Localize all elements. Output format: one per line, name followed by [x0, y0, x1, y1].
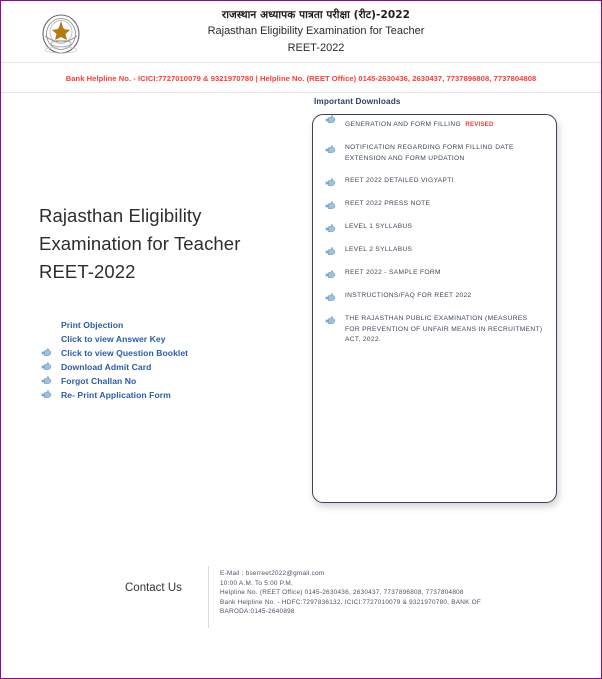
contact-email-prefix: E-Mail : [220, 570, 246, 577]
service-link-row[interactable] [39, 318, 284, 331]
download-link-press-note[interactable]: REET 2022 PRESS NOTE [345, 200, 431, 207]
service-link-row[interactable] [39, 388, 284, 401]
service-link-row[interactable] [39, 332, 284, 345]
pointing-hand-icon [323, 268, 345, 279]
download-link-instructions-faq[interactable]: INSTRUCTIONS/FAQ FOR REET 2022 [345, 292, 472, 299]
link-download-admit-card[interactable]: Download Admit Card [61, 361, 152, 372]
pointing-hand-icon [323, 314, 345, 325]
service-link-row[interactable] [39, 346, 284, 359]
pointing-hand-icon [323, 222, 345, 233]
link-view-question-booklet[interactable]: Click to view Question Booklet [61, 347, 189, 358]
header-title-block [1, 7, 601, 57]
download-link-sample-form[interactable]: REET 2022 - SAMPLE FORM [345, 269, 441, 276]
service-link-row[interactable] [39, 374, 284, 387]
title-english: Rajasthan Eligibility Examination for Teacher [207, 25, 425, 37]
pointing-hand-icon [323, 143, 345, 154]
pointing-hand-icon [39, 389, 61, 400]
title-hindi: राजस्थान अध्यापक पात्रता परीक्षा (रीट)-2022 [221, 9, 411, 21]
important-downloads-section [312, 97, 557, 503]
main-content [1, 97, 601, 567]
helpline-banner-text: Bank Helpline No. - ICICI:7727010079 & 9321970780 | Helpline No. (REET Office) 0145-2630436, 2630437, 7737896808, 7737804808 [65, 74, 537, 83]
contact-bank-helpline: Bank Helpline No. - HDFC:7297836132, ICICI:7727010079 & 9321970780, BANK OF BARODA:0145-2640898 [220, 598, 482, 615]
download-link-level-2-syllabus[interactable]: LEVEL 2 SYLLABUS [345, 246, 413, 253]
pointing-hand-icon [323, 176, 345, 187]
link-bullet-spacer [39, 319, 61, 330]
contact-email-link[interactable]: bserreet2022@gmail.com [245, 570, 325, 577]
link-bullet-spacer [39, 333, 61, 344]
pointing-hand-icon [39, 361, 61, 372]
pointing-hand-icon [39, 347, 61, 358]
site-header [1, 1, 601, 97]
important-downloads-scroll-area[interactable] [313, 114, 556, 370]
service-link-list [39, 318, 284, 401]
pointing-hand-icon [323, 114, 345, 124]
download-item[interactable] [323, 314, 544, 346]
contact-email-line [220, 569, 520, 579]
download-item[interactable] [323, 114, 544, 131]
important-downloads-panel[interactable] [312, 114, 557, 503]
download-item-text-wrap [345, 114, 494, 131]
important-downloads-title: Important Downloads [314, 97, 401, 106]
contact-divider [208, 566, 209, 628]
link-forgot-challan-no[interactable]: Forgot Challan No [61, 375, 137, 386]
download-link-notification-date-extension[interactable]: NOTIFICATION REGARDING FORM FILLING DATE EXTENSION AND FORM UPDATION [345, 144, 514, 162]
download-item[interactable] [323, 222, 544, 233]
download-item[interactable] [323, 143, 544, 164]
pointing-hand-icon [39, 375, 61, 386]
download-item[interactable] [323, 291, 544, 302]
link-view-answer-key[interactable]: Click to view Answer Key [61, 333, 166, 344]
service-link-row[interactable] [39, 360, 284, 373]
title-exam-code: REET-2022 [287, 42, 345, 54]
contact-section [1, 561, 602, 633]
download-item[interactable] [323, 268, 544, 279]
left-column [39, 202, 284, 402]
revised-badge: REVISED [465, 121, 494, 128]
download-link-unfair-means-act[interactable]: THE RAJASTHAN PUBLIC EXAMINATION (MEASURES FOR PREVENTION OF UNFAIR MEANS IN RECRUITMENT) ACT, 2022. [345, 315, 543, 343]
contact-office-helpline: Helpline No. (REET Office) 0145-2630436, 2630437, 7737896808, 7737804808 [220, 589, 464, 596]
download-item[interactable] [323, 245, 544, 256]
pointing-hand-icon [323, 199, 345, 210]
page-title: Rajasthan Eligibility Examination for Teacher REET-2022 [39, 205, 241, 282]
helpline-banner [1, 63, 601, 93]
link-reprint-application-form[interactable]: Re- Print Application Form [61, 389, 171, 400]
rajasthan-state-emblem-icon [37, 10, 85, 58]
download-item[interactable] [323, 176, 544, 187]
contact-timing: 10:00 A.M. To 5:00 P.M. [220, 579, 294, 587]
download-link-form-generation[interactable]: GENERATION AND FORM FILLING [345, 121, 461, 128]
download-link-detailed-vigyapti[interactable]: REET 2022 DETAILED VIGYAPTI [345, 177, 454, 184]
pointing-hand-icon [323, 245, 345, 256]
contact-us-label: Contact Us [125, 582, 182, 594]
contact-details [220, 569, 520, 617]
download-item[interactable] [323, 199, 544, 210]
pointing-hand-icon [323, 291, 345, 302]
link-print-objection[interactable]: Print Objection [61, 319, 124, 330]
download-link-level-1-syllabus[interactable]: LEVEL 1 SYLLABUS [345, 223, 413, 230]
